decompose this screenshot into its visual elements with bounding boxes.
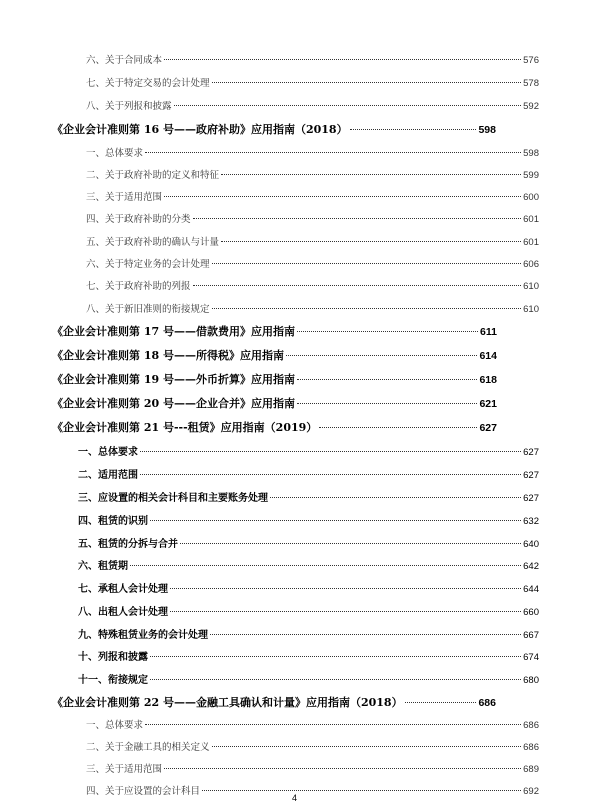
toc-entry-title: 八、出租人会计处理 (78, 607, 168, 618)
toc-entry-title: 八、关于新旧准则的衔接规定 (86, 304, 210, 315)
toc-entry-title: 《企业会计准则第 18 号——所得税》应用指南 (52, 349, 284, 362)
toc-entry-title: 一、总体要求 (78, 447, 138, 458)
toc-section-entry[interactable] (78, 626, 539, 641)
toc-leader (212, 263, 522, 264)
toc-leader (150, 679, 521, 680)
toc-entry-page: 576 (523, 55, 539, 66)
toc-leader (130, 565, 521, 566)
toc-entry-page: 578 (523, 78, 539, 89)
toc-entry-page: 614 (479, 350, 497, 362)
toc-entry[interactable] (86, 189, 539, 203)
toc-entry-title: 二、关于金融工具的相关定义 (86, 742, 210, 753)
toc-section-entry[interactable] (78, 489, 539, 504)
toc-section-entry[interactable] (78, 443, 539, 458)
toc-chapter-entry[interactable] (52, 395, 497, 411)
toc-entry-title: 十、列报和披露 (78, 652, 148, 663)
toc-entry-title: 七、承租人会计处理 (78, 584, 168, 595)
toc-leader (180, 543, 521, 544)
toc-section-entry[interactable] (78, 671, 539, 686)
toc-leader (164, 196, 521, 197)
toc-entry[interactable] (86, 145, 539, 159)
toc-entry-title: 二、适用范围 (78, 470, 138, 481)
toc-leader (140, 451, 521, 452)
toc-entry[interactable] (86, 52, 539, 66)
toc-entry-title: 六、关于特定业务的会计处理 (86, 259, 210, 270)
toc-leader (164, 768, 521, 769)
toc-chapter-entry[interactable] (52, 121, 496, 137)
toc-entry[interactable] (86, 761, 539, 775)
toc-leader (145, 724, 521, 725)
toc-entry-page: 599 (523, 170, 539, 181)
toc-entry-page: 692 (523, 786, 539, 797)
toc-entry-page: 680 (523, 675, 539, 686)
toc-leader (297, 403, 478, 404)
toc-leader (140, 474, 521, 475)
toc-entry-page: 618 (479, 374, 497, 386)
toc-entry-title: 《企业会计准则第 19 号——外币折算》应用指南 (52, 373, 295, 386)
toc-entry-page: 667 (523, 630, 539, 641)
toc-entry-title: 四、关于政府补助的分类 (86, 214, 191, 225)
toc-leader (270, 497, 521, 498)
toc-entry-page: 686 (523, 720, 539, 731)
toc-section-entry[interactable] (78, 603, 539, 618)
toc-entry-page: 598 (523, 148, 539, 159)
toc-entry-title: 五、关于政府补助的确认与计量 (86, 237, 220, 248)
toc-entry-page: 627 (479, 422, 497, 434)
toc-chapter-entry[interactable] (52, 323, 497, 339)
toc-entry-page: 611 (480, 326, 497, 338)
toc-entry-title: 七、关于政府补助的列报 (86, 281, 191, 292)
toc-leader (210, 634, 521, 635)
toc-leader (212, 308, 522, 309)
toc-entry-page: 627 (523, 493, 539, 504)
toc-entry-title: 四、租赁的识别 (78, 516, 148, 527)
toc-entry-page: 592 (523, 101, 539, 112)
toc-entry-page: 598 (478, 124, 496, 136)
toc-entry-page: 632 (523, 516, 539, 527)
toc-entry-title: 六、关于合同成本 (86, 55, 163, 66)
toc-entry-page: 660 (523, 607, 539, 618)
toc-entry-page: 600 (523, 192, 539, 203)
toc-leader (221, 174, 521, 175)
toc-entry-page: 621 (479, 398, 497, 410)
toc-entry-page: 601 (523, 214, 539, 225)
toc-leader (170, 588, 521, 589)
toc-leader (221, 241, 521, 242)
toc-leader (202, 790, 521, 791)
page-number: 4 (291, 793, 297, 803)
toc-entry-title: 八、关于列报和披露 (86, 101, 172, 112)
toc-leader (297, 331, 478, 332)
toc-entry-page: 610 (523, 281, 539, 292)
toc-leader (297, 379, 478, 380)
toc-entry-title: 《企业会计准则第 16 号——政府补助》应用指南（2018） (52, 123, 348, 136)
toc-entry-title: 《企业会计准则第 20 号——企业合并》应用指南 (52, 397, 295, 410)
toc-leader (286, 355, 478, 356)
toc-entry-page: 601 (523, 237, 539, 248)
toc-entry-title: 《企业会计准则第 17 号——借款费用》应用指南 (52, 325, 295, 338)
toc-entry-page: 674 (523, 652, 539, 663)
toc-entry-title: 一、总体要求 (86, 148, 144, 159)
toc-entry-page: 642 (523, 561, 539, 572)
toc-entry-title: 二、关于政府补助的定义和特征 (86, 170, 220, 181)
toc-entry-title: 九、特殊租赁业务的会计处理 (78, 630, 208, 641)
toc-entry-title: 五、租赁的分拆与合并 (78, 539, 178, 550)
toc-entry-title: 四、关于应设置的会计科目 (86, 786, 201, 797)
toc-entry-page: 627 (523, 447, 539, 458)
toc-chapter-entry[interactable] (52, 419, 497, 435)
toc-entry-page: 627 (523, 470, 539, 481)
toc-entry[interactable] (86, 234, 539, 248)
toc-leader (145, 152, 521, 153)
toc-entry[interactable] (86, 256, 539, 270)
toc-entry-page: 610 (523, 304, 539, 315)
toc-entry-title: 《企业会计准则第 21 号---租赁》应用指南（2019） (52, 421, 318, 434)
toc-leader (212, 746, 522, 747)
toc-leader (164, 59, 521, 60)
toc-section-entry[interactable] (78, 648, 539, 663)
toc-leader (193, 218, 522, 219)
toc-section-entry[interactable] (78, 512, 539, 527)
toc-chapter-entry[interactable] (52, 371, 497, 387)
toc-chapter-entry[interactable] (52, 694, 496, 710)
toc-leader (150, 656, 521, 657)
toc-entry-title: 七、关于特定交易的会计处理 (86, 78, 210, 89)
toc-chapter-entry[interactable] (52, 347, 497, 363)
toc-entry[interactable] (86, 75, 539, 89)
toc-section-entry[interactable] (78, 557, 539, 572)
toc-entry[interactable] (86, 167, 539, 181)
toc-entry-title: 三、应设置的相关会计科目和主要账务处理 (78, 493, 268, 504)
toc-entry[interactable] (86, 739, 539, 753)
toc-entry-page: 686 (478, 697, 496, 709)
toc-entry-title: 三、关于适用范围 (86, 192, 163, 203)
toc-entry[interactable] (86, 278, 539, 292)
toc-leader (405, 702, 477, 703)
toc-entry-title: 《企业会计准则第 22 号——金融工具确认和计量》应用指南（2018） (52, 696, 403, 709)
toc-leader (193, 285, 522, 286)
toc-section-entry[interactable] (78, 466, 539, 481)
toc-entry-page: 686 (523, 742, 539, 753)
toc-leader (170, 611, 521, 612)
toc-entry-title: 三、关于适用范围 (86, 764, 163, 775)
toc-entry-page: 606 (523, 259, 539, 270)
toc-entry-title: 一、总体要求 (86, 720, 144, 731)
toc-entry-title: 六、租赁期 (78, 561, 128, 572)
toc-leader (319, 427, 477, 428)
toc-entry-page: 640 (523, 539, 539, 550)
toc-entry[interactable] (86, 211, 539, 225)
toc-section-entry[interactable] (78, 580, 539, 595)
toc-entry-page: 644 (523, 584, 539, 595)
toc-entry[interactable] (86, 301, 539, 315)
toc-leader (174, 105, 522, 106)
toc-entry[interactable] (86, 717, 539, 731)
toc-leader (150, 520, 521, 521)
toc-entry[interactable] (86, 98, 539, 112)
toc-section-entry[interactable] (78, 535, 539, 550)
toc-leader (350, 129, 477, 130)
toc-leader (212, 82, 522, 83)
toc-entry-title: 十一、衔接规定 (78, 675, 148, 686)
toc-entry-page: 689 (523, 764, 539, 775)
